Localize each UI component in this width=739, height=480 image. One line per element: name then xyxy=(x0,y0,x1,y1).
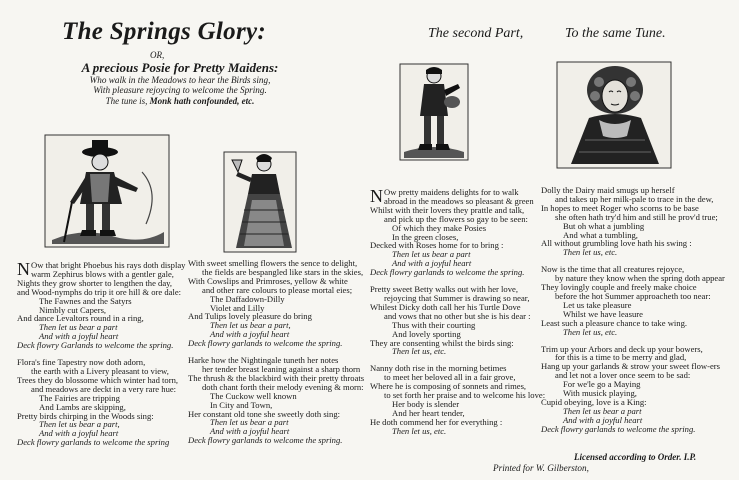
verse-line: They are consenting whilst the birds sing: xyxy=(370,337,514,348)
refrain-line: Deck flowry garlands to welcome the spring. xyxy=(541,423,696,434)
verse-line: and pick up the flowers so gay to be seen: xyxy=(384,213,528,224)
verse-line: He doth commend her for everything : xyxy=(370,416,503,427)
refrain-line: Deck flowry garlands to welcome the spring. xyxy=(188,338,343,349)
verse-line: The Cuckow well known xyxy=(210,390,297,401)
verse-line: Nanny doth rise in the morning betimes xyxy=(370,363,507,374)
verse-line: Harke how the Nightingale tuneth her notes xyxy=(188,355,339,366)
refrain-line: Then let us, etc. xyxy=(563,247,618,258)
verse-line: Dolly the Dairy maid smugs up herself xyxy=(541,185,675,195)
refrain-line: Then let us, etc. xyxy=(392,425,447,436)
woodcut-piper-image xyxy=(398,62,470,162)
verse-line: And what a tumbling, xyxy=(563,229,638,240)
verse-line: Least such a pleasure chance to take wing. xyxy=(541,317,688,328)
verse-line: doth chant forth their melody evening & morn: xyxy=(202,381,364,392)
verse-line: The Fairies are tripping xyxy=(39,392,120,403)
verse-line: Her constant old tone she sweetly doth sing: xyxy=(188,408,341,419)
verse-line: Nights they grow shorter to lengthen the day, xyxy=(17,277,173,288)
woodcut-gentleman-image xyxy=(42,132,172,250)
refrain-line: And with a joyful heart xyxy=(39,428,119,439)
refrain-line: Then let us bear a part, xyxy=(210,320,291,331)
verse-line: In the green closes, xyxy=(392,231,459,242)
refrain-line: And with a joyful heart xyxy=(392,258,472,269)
verse-line: All without grumbling love hath his swing : xyxy=(541,238,692,249)
refrain-line: Then let us bear a part xyxy=(392,249,471,260)
verse-line: And lovely sporting xyxy=(392,328,461,339)
tune-line xyxy=(60,96,300,106)
verse-column-3 xyxy=(370,188,545,436)
or-label: OR, xyxy=(150,50,165,60)
verse-line: Where he is composing of sonnets and rimes, xyxy=(370,381,527,392)
verse-line: Hang up your garlands & strow your sweet flow-ers xyxy=(541,361,720,372)
verse-line: N Ow pretty maidens delights for to walk xyxy=(370,186,519,206)
verse-line: With Cowslips and Primroses, yellow & white xyxy=(188,275,348,286)
verse-line: Whilest Dicky doth call her his Turtle Dove xyxy=(370,301,521,312)
refrain-line: Then let us bear a part xyxy=(210,417,289,428)
refrain-line: And with a joyful heart xyxy=(39,331,119,342)
subtitle-line-2: With pleasure rejoycing to welcome the Spring. xyxy=(93,85,267,95)
verse-line: the earth with a Livery pleasant to view, xyxy=(31,365,169,376)
verse-line: and meadows are deckt in a very rare hue: xyxy=(31,383,177,394)
verse-line: and Wood-nymphs do trip it ore hill & ore dale: xyxy=(17,286,182,297)
drop-cap-n: N xyxy=(370,186,383,206)
refrain-line: Then let us, etc. xyxy=(392,346,447,357)
verse-line: The thrush & the blackbird with their pretty throats xyxy=(188,372,365,383)
verse-line: Violet and Lilly xyxy=(210,302,265,313)
ballad-subtitle: A precious Posie for Pretty Maidens: xyxy=(81,60,279,75)
verse-line: and takes up her milk-pale to trace in the dew, xyxy=(555,193,714,204)
refrain-line: Then let us, etc. xyxy=(563,326,618,337)
woodcut-lady-image xyxy=(222,150,298,254)
verse-line: The Daffadown-Dilly xyxy=(210,293,285,304)
verse-line: abroad in the meadows so pleasant & green xyxy=(384,195,534,206)
verse-line: In hopes to meet Roger who scorns to be base xyxy=(541,202,699,213)
verse-column-2 xyxy=(188,259,364,445)
verse-line: And dance Levaltors round in a ring, xyxy=(17,313,144,324)
tune-prefix: The tune is, xyxy=(105,96,148,106)
refrain-line: Then let us bear a part xyxy=(563,405,642,416)
verse-line: by nature they know when the spring doth appear xyxy=(555,273,725,284)
verse-line: rejoycing that Summer is drawing so near, xyxy=(384,292,530,303)
verse-line: Whilst with their lovers they prattle and talk, xyxy=(370,204,525,215)
verse-line: for this is a time to be merry and glad, xyxy=(555,352,687,363)
verse-line: N Ow that bright Phoebus his rays doth display xyxy=(17,259,186,279)
refrain-line: Deck flowry garlands to welcome the spring xyxy=(17,437,170,448)
drop-cap-n: N xyxy=(17,259,30,279)
refrain-line: Then let us bear a part, xyxy=(39,419,120,430)
verse-line: Trees they do blossome which winter had torn, xyxy=(17,374,179,385)
verse-line: And her heart tender, xyxy=(392,407,465,418)
subtitle-line-1: Who walk in the Meadows to hear the Birds sing, xyxy=(89,75,271,85)
refrain-line: And with a joyful heart xyxy=(210,426,290,437)
verse-column-1 xyxy=(17,261,185,447)
verse-line: Pretty birds chirping in the Woods sing: xyxy=(17,410,154,421)
verse-column-4 xyxy=(541,186,725,434)
verse-line: Trim up your Arbors and deck up your bowers, xyxy=(541,343,703,354)
verse-line: But oh what a jumbling xyxy=(563,220,645,231)
license-note: Licensed according to Order. I.P. xyxy=(574,452,697,462)
refrain-line: And with a joyful heart xyxy=(210,329,290,340)
verse-line: Of which they make Posies xyxy=(392,222,487,233)
verse-line: The Fawnes and the Satyrs xyxy=(39,295,132,306)
verse-line: With musick playing, xyxy=(563,388,637,399)
verse-line: And Tulips lovely pleasure do bring xyxy=(188,311,312,322)
verse-line: Let us take pleasure xyxy=(563,299,632,310)
verse-line: Now is the time that all creatures rejoyce, xyxy=(541,264,685,275)
verse-line: she often hath try'd him and still he prov'd true; xyxy=(555,211,718,222)
verse-line: the fields are bespangled like stars in the skies, xyxy=(202,266,364,277)
refrain-line: And with a joyful heart xyxy=(563,414,643,425)
refrain-line: Deck flowry garlands to welcome the spring. xyxy=(188,435,343,446)
woodcut-lady-bust-image xyxy=(555,60,673,170)
same-tune-label: To the same Tune. xyxy=(565,26,666,41)
verse-line: Whilst we have leasure xyxy=(563,308,643,319)
verse-line: warm Zephirus blows with a gentler gale, xyxy=(31,268,174,279)
verse-line: before the hot Summer approacheth too near: xyxy=(555,290,711,301)
verse-line: Thus with their courting xyxy=(392,319,476,330)
verse-line: and other rare colours to please mortal eies; xyxy=(202,284,353,295)
verse-line: Her body is slender xyxy=(392,398,460,409)
ballad-title: The Springs Glory: xyxy=(62,18,267,45)
verse-line: Cupid obeying, love is a King: xyxy=(541,396,647,407)
verse-line: Nimbly cut Capers, xyxy=(39,304,107,315)
second-part-title: The second Part, xyxy=(428,26,524,41)
refrain-line: Deck flowry garlands to welcome the spring. xyxy=(370,267,525,278)
verse-line: For we'le go a Maying xyxy=(563,379,641,390)
verse-line: Decked with Roses home for to bring : xyxy=(370,240,504,251)
verse-line: In City and Town, xyxy=(210,399,273,410)
verse-line: to meet her beloved all in a fair grove, xyxy=(384,372,516,383)
verse-line: They lovingly couple and freely make choice xyxy=(541,282,697,293)
refrain-line: Then let us bear a part xyxy=(39,322,118,333)
verse-line: Flora's fine Tapestry now doth adorn, xyxy=(17,357,146,368)
refrain-line: Deck flowry Garlands to welcome the spring. xyxy=(17,340,174,351)
verse-line: to set forth her praise and to welcome his love: xyxy=(384,390,546,401)
verse-line: her tender breast leaning against a sharp thorn xyxy=(202,363,361,374)
verse-line: With sweet smelling flowers the sence to delight, xyxy=(188,258,358,268)
verse-line: and let not a lover once seem to be sad: xyxy=(555,370,691,381)
tune-name: Monk hath confounded, etc. xyxy=(149,96,255,106)
verse-line: Pretty sweet Betty walks out with her love, xyxy=(370,284,518,295)
verse-line: And Lambs are skipping, xyxy=(39,401,126,412)
printer-imprint: Printed for W. Gilberston, xyxy=(493,463,589,473)
verse-line: and vows that no other but she is his dear : xyxy=(384,310,531,321)
